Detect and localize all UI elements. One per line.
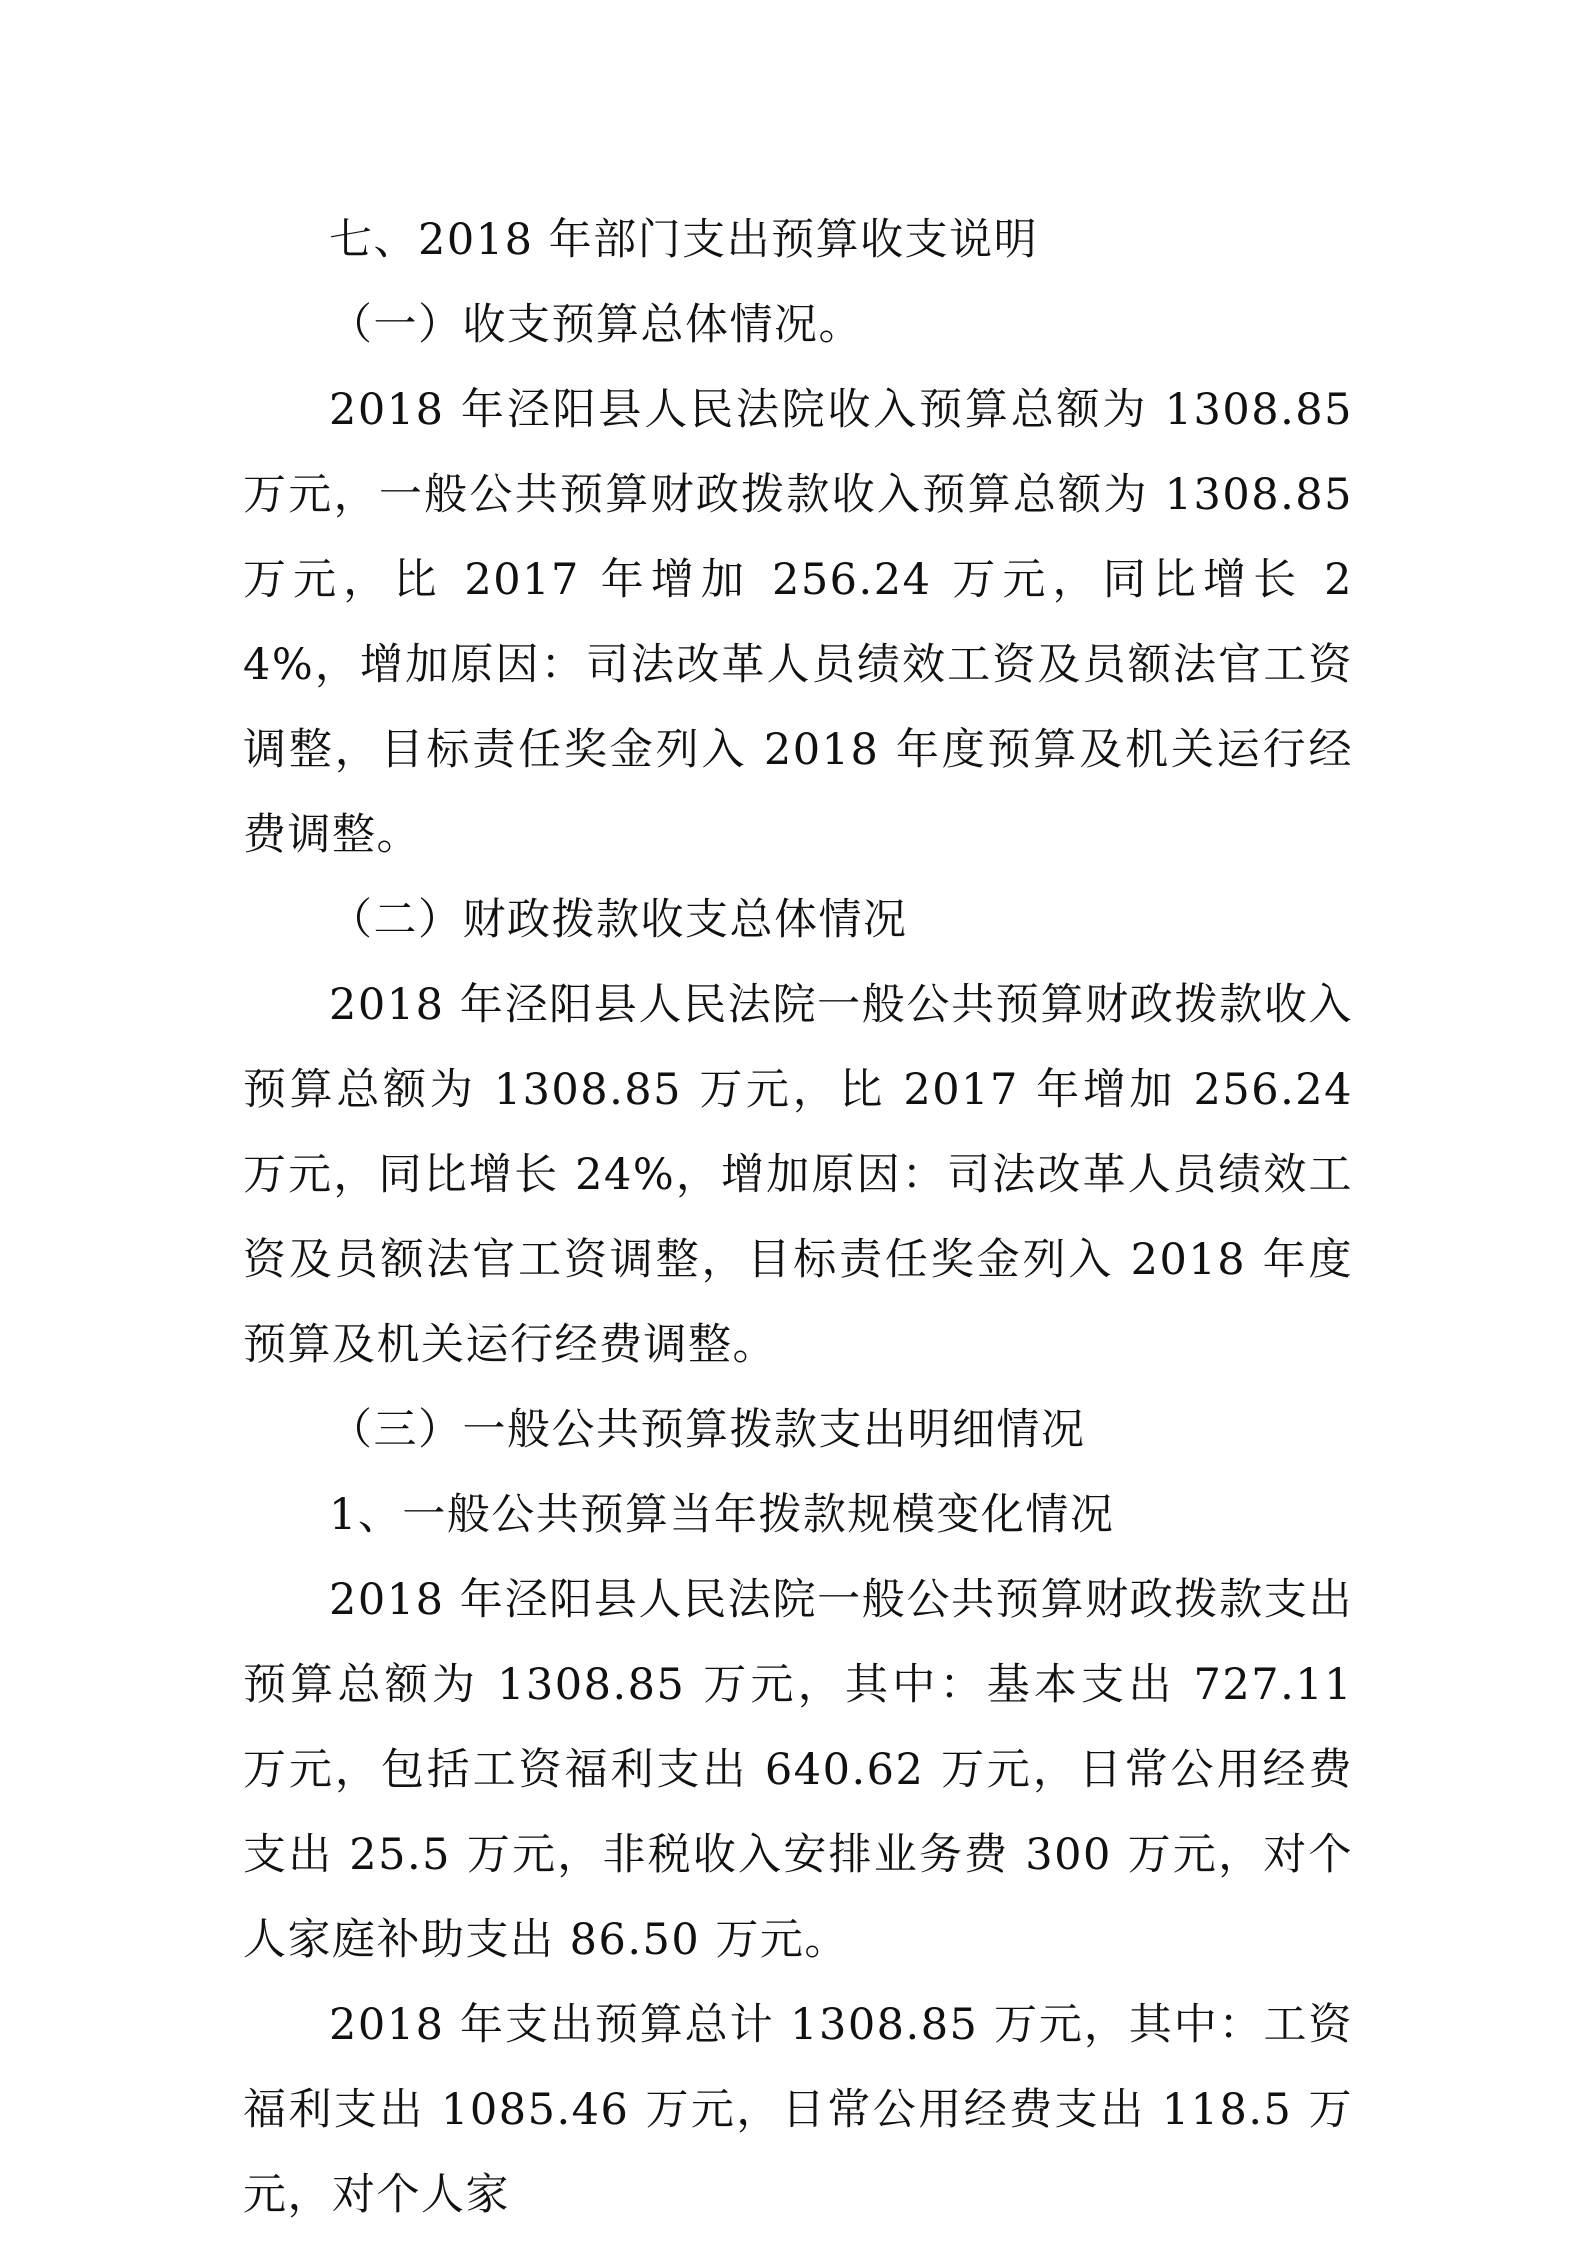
subsection-heading-2: （二）财政拨款收支总体情况 (329, 895, 908, 945)
subsection-heading-1: （一）收支预算总体情况。 (329, 300, 863, 350)
paragraph-income-budget: 2018 年泾阳县人民法院收入预算总额为 1308.85 万元，一般公共预算财政拨款收入预算总额为 1308.85 万元，比 2017 年增加 256.24 万元，同比增长 24%，增加原因：司法改革人员绩效工资及员额法官工资调整，目标责任奖金列入 2018 年度预算及机关运行经费调整。 (243, 385, 1353, 860)
section-title: 七、2018 年部门支出预算收支说明 (329, 215, 1039, 265)
subsection-heading-3: （三）一般公共预算拨款支出明细情况 (329, 1405, 1086, 1455)
paragraph-expenditure-detail: 2018 年泾阳县人民法院一般公共预算财政拨款支出预算总额为 1308.85 万元，其中：基本支出 727.11 万元，包括工资福利支出 640.62 万元，日常公用经费支出 25.5 万元，非税收入安排业务费 300 万元，对个人家庭补助支出 86.50 万元。 (243, 1575, 1353, 1965)
item-heading-1: 1、一般公共预算当年拨款规模变化情况 (329, 1490, 1115, 1540)
paragraph-expenditure-total: 2018 年支出预算总计 1308.85 万元，其中：工资福利支出 1085.46 万元，日常公用经费支出 118.5 万元，对个人家 (243, 2000, 1353, 2220)
paragraph-fiscal-appropriation: 2018 年泾阳县人民法院一般公共预算财政拨款收入预算总额为 1308.85 万元，比 2017 年增加 256.24 万元，同比增长 24%，增加原因：司法改革人员绩效工资及员额法官工资调整，目标责任奖金列入 2018 年度预算及机关运行经费调整。 (243, 980, 1353, 1370)
document-page (243, 198, 1353, 2238)
